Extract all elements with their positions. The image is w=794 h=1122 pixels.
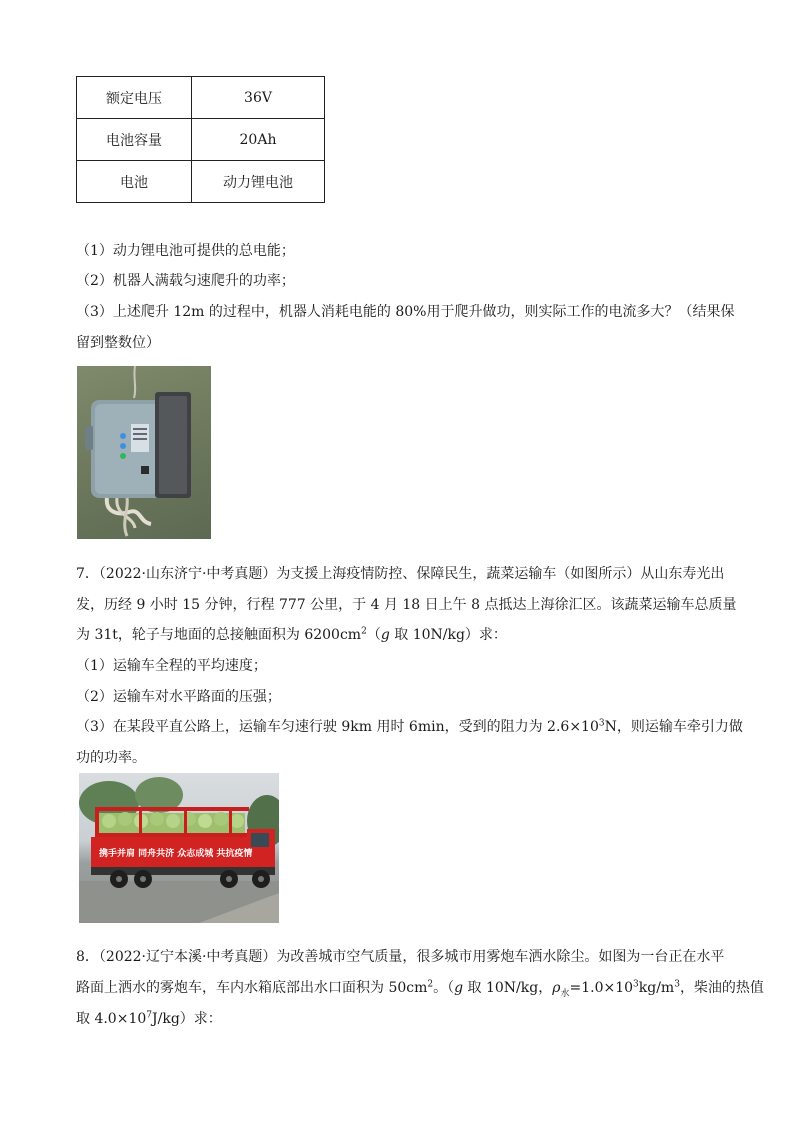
q7-line-3-text: 为 31t，轮子与地面的总接触面积为 6200cm (76, 627, 362, 643)
q7-line-1: 7．（2022·山东济宁·中考真题）为支援上海疫情防控、保障民生，蔬菜运输车（如图所示）从山东寿光出 (76, 566, 725, 582)
superscript: 3 (674, 979, 680, 990)
variable-rho: ρ (552, 980, 561, 996)
q8-line-3-text: J/kg）求： (152, 1011, 222, 1027)
truck-photo (79, 773, 279, 923)
table-cell-value: 20Ah (192, 119, 325, 161)
q8-line-2-text: 。（ (433, 980, 455, 996)
superscript: 2 (361, 626, 367, 637)
subscript: 水 (560, 988, 570, 999)
q8-line-2-text: kg/m (638, 980, 675, 996)
q8-line-1: 8．（2022·辽宁本溪·中考真题）为改善城市空气质量，很多城市用雾炮车洒水除尘。如图为一台正在水平 (76, 949, 725, 965)
vegetable-truck-illustration (79, 773, 279, 923)
q7-subquestion-3-text: N，则运输车牵引力做 (604, 719, 743, 735)
q6-subquestion-3-cont: 留到整数位） (76, 335, 160, 351)
superscript: 7 (146, 1010, 152, 1021)
q8-line-2-text: 路面上洒水的雾炮车，车内水箱底部出水口面积为 50cm (76, 980, 428, 996)
table-cell-value: 36V (192, 77, 325, 119)
table-row (77, 77, 325, 119)
q7-line-3-text: （ (366, 627, 381, 643)
q8-line-3-text: 取 4.0×10 (76, 1011, 147, 1027)
q6-subquestion-1: （1）动力锂电池可提供的总电能； (76, 243, 295, 259)
truck-banner-text: 携手并肩 同舟共济 众志成城 共抗疫情 (99, 849, 253, 859)
table-cell-label: 额定电压 (77, 77, 192, 119)
table-row (77, 119, 325, 161)
q7-line-2: 发，历经 9 小时 15 分钟，行程 777 公里，于 4 月 18 日上午 8 点抵达上海徐汇区。该蔬菜运输车总质量 (76, 597, 737, 613)
superscript: 2 (427, 979, 434, 990)
q7-subquestion-3-cont: 功的功率。 (76, 750, 146, 766)
q7-subquestion-3-text: （3）在某段平直公路上，运输车匀速行驶 9km 用时 6min，受到的阻力为 2.6×10 (76, 719, 599, 735)
variable-g: g (454, 980, 464, 996)
superscript: 3 (598, 718, 605, 729)
device-photo (77, 366, 211, 539)
q6-subquestion-2: （2）机器人满载匀速爬升的功率； (76, 273, 295, 289)
q8-line-3 (76, 1010, 222, 1028)
q7-line-3-text: 取 10N/kg）求： (389, 627, 507, 643)
q7-subquestion-3 (76, 718, 743, 736)
q7-subquestion-2: （2）运输车对水平路面的压强； (76, 689, 281, 705)
q8-line-2 (76, 979, 764, 997)
table-cell-label: 电池 (77, 161, 192, 203)
table-cell-label: 电池容量 (77, 119, 192, 161)
q6-subquestion-3: （3）上述爬升 12m 的过程中，机器人消耗电能的 80%用于爬升做功，则实际工作的电流多大？（结果保 (76, 304, 735, 320)
q8-line-2-text: 取 10N/kg， (463, 980, 553, 996)
q7-subquestion-1: （1）运输车全程的平均速度； (76, 658, 267, 674)
q8-line-2-text: =1.0×10 (569, 980, 634, 996)
charging-device-illustration (77, 366, 211, 539)
table-row (77, 161, 325, 203)
q8-line-2-text: ，柴油的热值 (679, 980, 764, 996)
q7-line-3 (76, 626, 507, 644)
superscript: 3 (633, 979, 639, 990)
variable-g: g (380, 627, 390, 643)
spec-table (76, 76, 325, 203)
table-cell-value: 动力锂电池 (192, 161, 325, 203)
